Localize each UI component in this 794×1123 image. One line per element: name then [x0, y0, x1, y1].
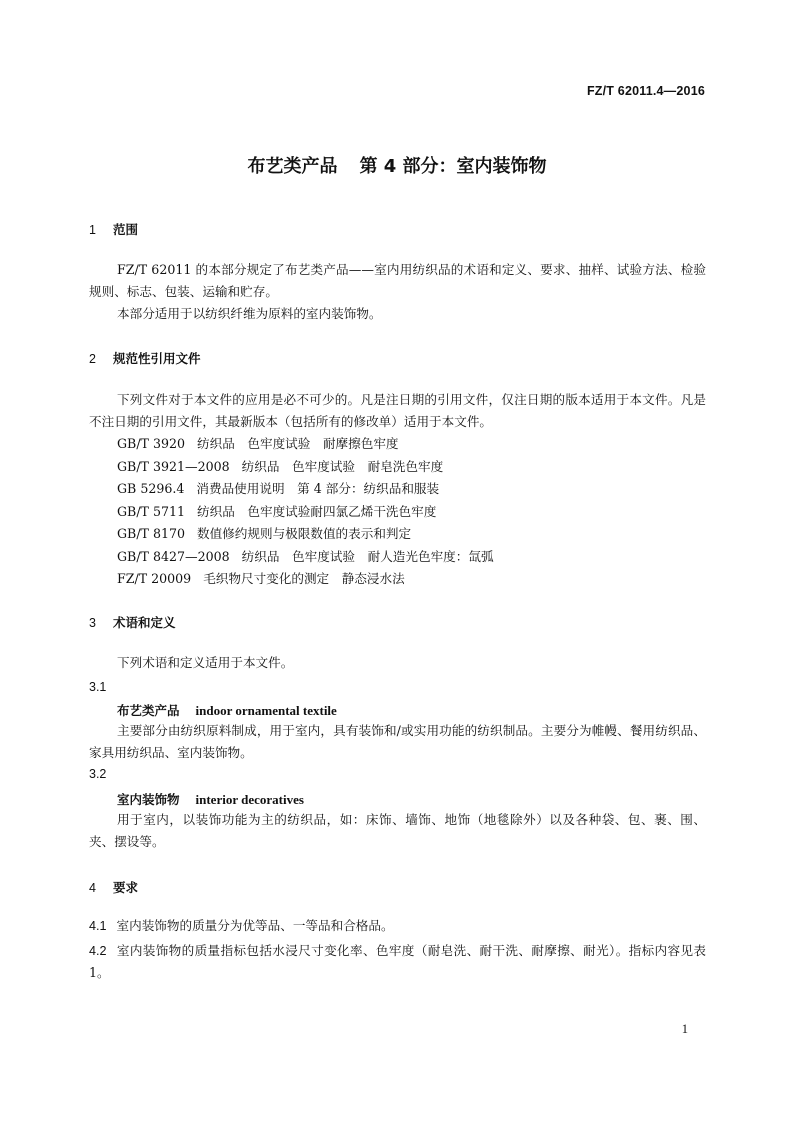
term-name-en: interior decoratives [195, 792, 304, 807]
term-name-zh: 布艺类产品 [117, 703, 180, 718]
clause-text: 室内装饰物的质量指标包括水浸尺寸变化率、色牢度（耐皂洗、耐干洗、耐摩擦、耐光）。指标内容见表 1。 [89, 943, 706, 980]
clause-number: 4.1 [89, 919, 107, 933]
section-title: 要求 [113, 880, 139, 895]
scope-paragraph-1: FZ/T 62011 的本部分规定了布艺类产品——室内用纺织品的术语和定义、要求、抽样、试验方法、检验规则、标志、包装、运输和贮存。 [89, 262, 706, 299]
reference-title: 纺织品 色牢度试验 耐皂洗色牢度 [241, 458, 444, 474]
reference-code: GB/T 5711 [117, 503, 186, 519]
reference-item [117, 523, 494, 546]
section-normative-refs-heading [89, 349, 201, 367]
section-scope-heading [89, 220, 138, 238]
section-terms-heading [89, 613, 176, 631]
terms-intro: 下列术语和定义适用于本文件。 [117, 655, 294, 670]
scope-paragraph-2: 本部分适用于以纺织纤维为原料的室内装饰物。 [117, 306, 382, 321]
reference-title: 数值修约规则与极限数值的表示和判定 [197, 526, 412, 541]
term-number: 3.2 [89, 767, 107, 781]
clause-number: 4.2 [89, 944, 107, 958]
reference-item [117, 546, 494, 569]
reference-title: 纺织品 色牢度试验耐四氯乙烯干洗色牢度 [197, 503, 437, 519]
reference-code: FZ/T 20009 [117, 571, 192, 586]
section-requirements-heading [89, 878, 138, 896]
reference-title: 纺织品 色牢度试验 耐人造光色牢度：氙弧 [241, 548, 494, 564]
reference-title: 纺织品 色牢度试验 耐摩擦色牢度 [197, 436, 399, 451]
reference-item [117, 501, 494, 524]
title-product-category: 布艺类产品 [247, 156, 338, 177]
reference-title: 毛织物尺寸变化的测定 静态浸水法 [203, 571, 405, 586]
reference-item [117, 478, 494, 501]
section-number: 3 [89, 616, 96, 630]
reference-code: GB/T 3921—2008 [117, 458, 230, 474]
term-name-zh: 室内装饰物 [117, 792, 180, 807]
clause-text: 室内装饰物的质量分为优等品、一等品和合格品。 [116, 918, 394, 933]
reference-code: GB 5296.4 [117, 481, 185, 496]
term-number: 3.1 [89, 680, 107, 694]
requirement-clause [89, 940, 706, 984]
term-definition: 用于室内，以装饰功能为主的纺织品，如：床饰、墙饰、地饰（地毯除外）以及各种袋、包、裹、围、夹、摆设等。 [89, 812, 706, 849]
section-title: 规范性引用文件 [113, 351, 201, 366]
title-part: 第 4 部分：室内装饰物 [359, 156, 547, 177]
term-name [117, 701, 337, 719]
reference-item [117, 433, 494, 456]
standard-number: FZ/T 62011.4—2016 [586, 84, 705, 98]
section-title: 术语和定义 [113, 615, 176, 630]
reference-list [117, 433, 494, 591]
requirement-clause [89, 915, 706, 937]
reference-code: GB/T 8170 [117, 526, 186, 541]
term-name [117, 790, 304, 808]
section-number: 1 [89, 223, 96, 237]
reference-item [117, 456, 494, 479]
page-number: 1 [681, 1022, 688, 1036]
section-number: 2 [89, 352, 96, 366]
reference-code: GB/T 3920 [117, 436, 186, 451]
term-name-en: indoor ornamental textile [195, 703, 337, 718]
term-definition: 主要部分由纺织原料制成，用于室内，具有装饰和/或实用功能的纺织制品。主要分为帷幔、餐用纺织品、家具用纺织品、室内装饰物。 [89, 723, 706, 760]
normative-refs-intro: 下列文件对于本文件的应用是必不可少的。凡是注日期的引用文件，仅注日期的版本适用于本文件。凡是不注日期的引用文件，其最新版本（包括所有的修改单）适用于本文件。 [89, 392, 706, 429]
reference-item [117, 568, 494, 591]
section-title: 范围 [113, 222, 139, 237]
document-title [0, 152, 794, 178]
reference-code: GB/T 8427—2008 [117, 548, 230, 564]
section-number: 4 [89, 881, 96, 895]
reference-title: 消费品使用说明 第 4 部分：纺织品和服装 [196, 481, 440, 496]
